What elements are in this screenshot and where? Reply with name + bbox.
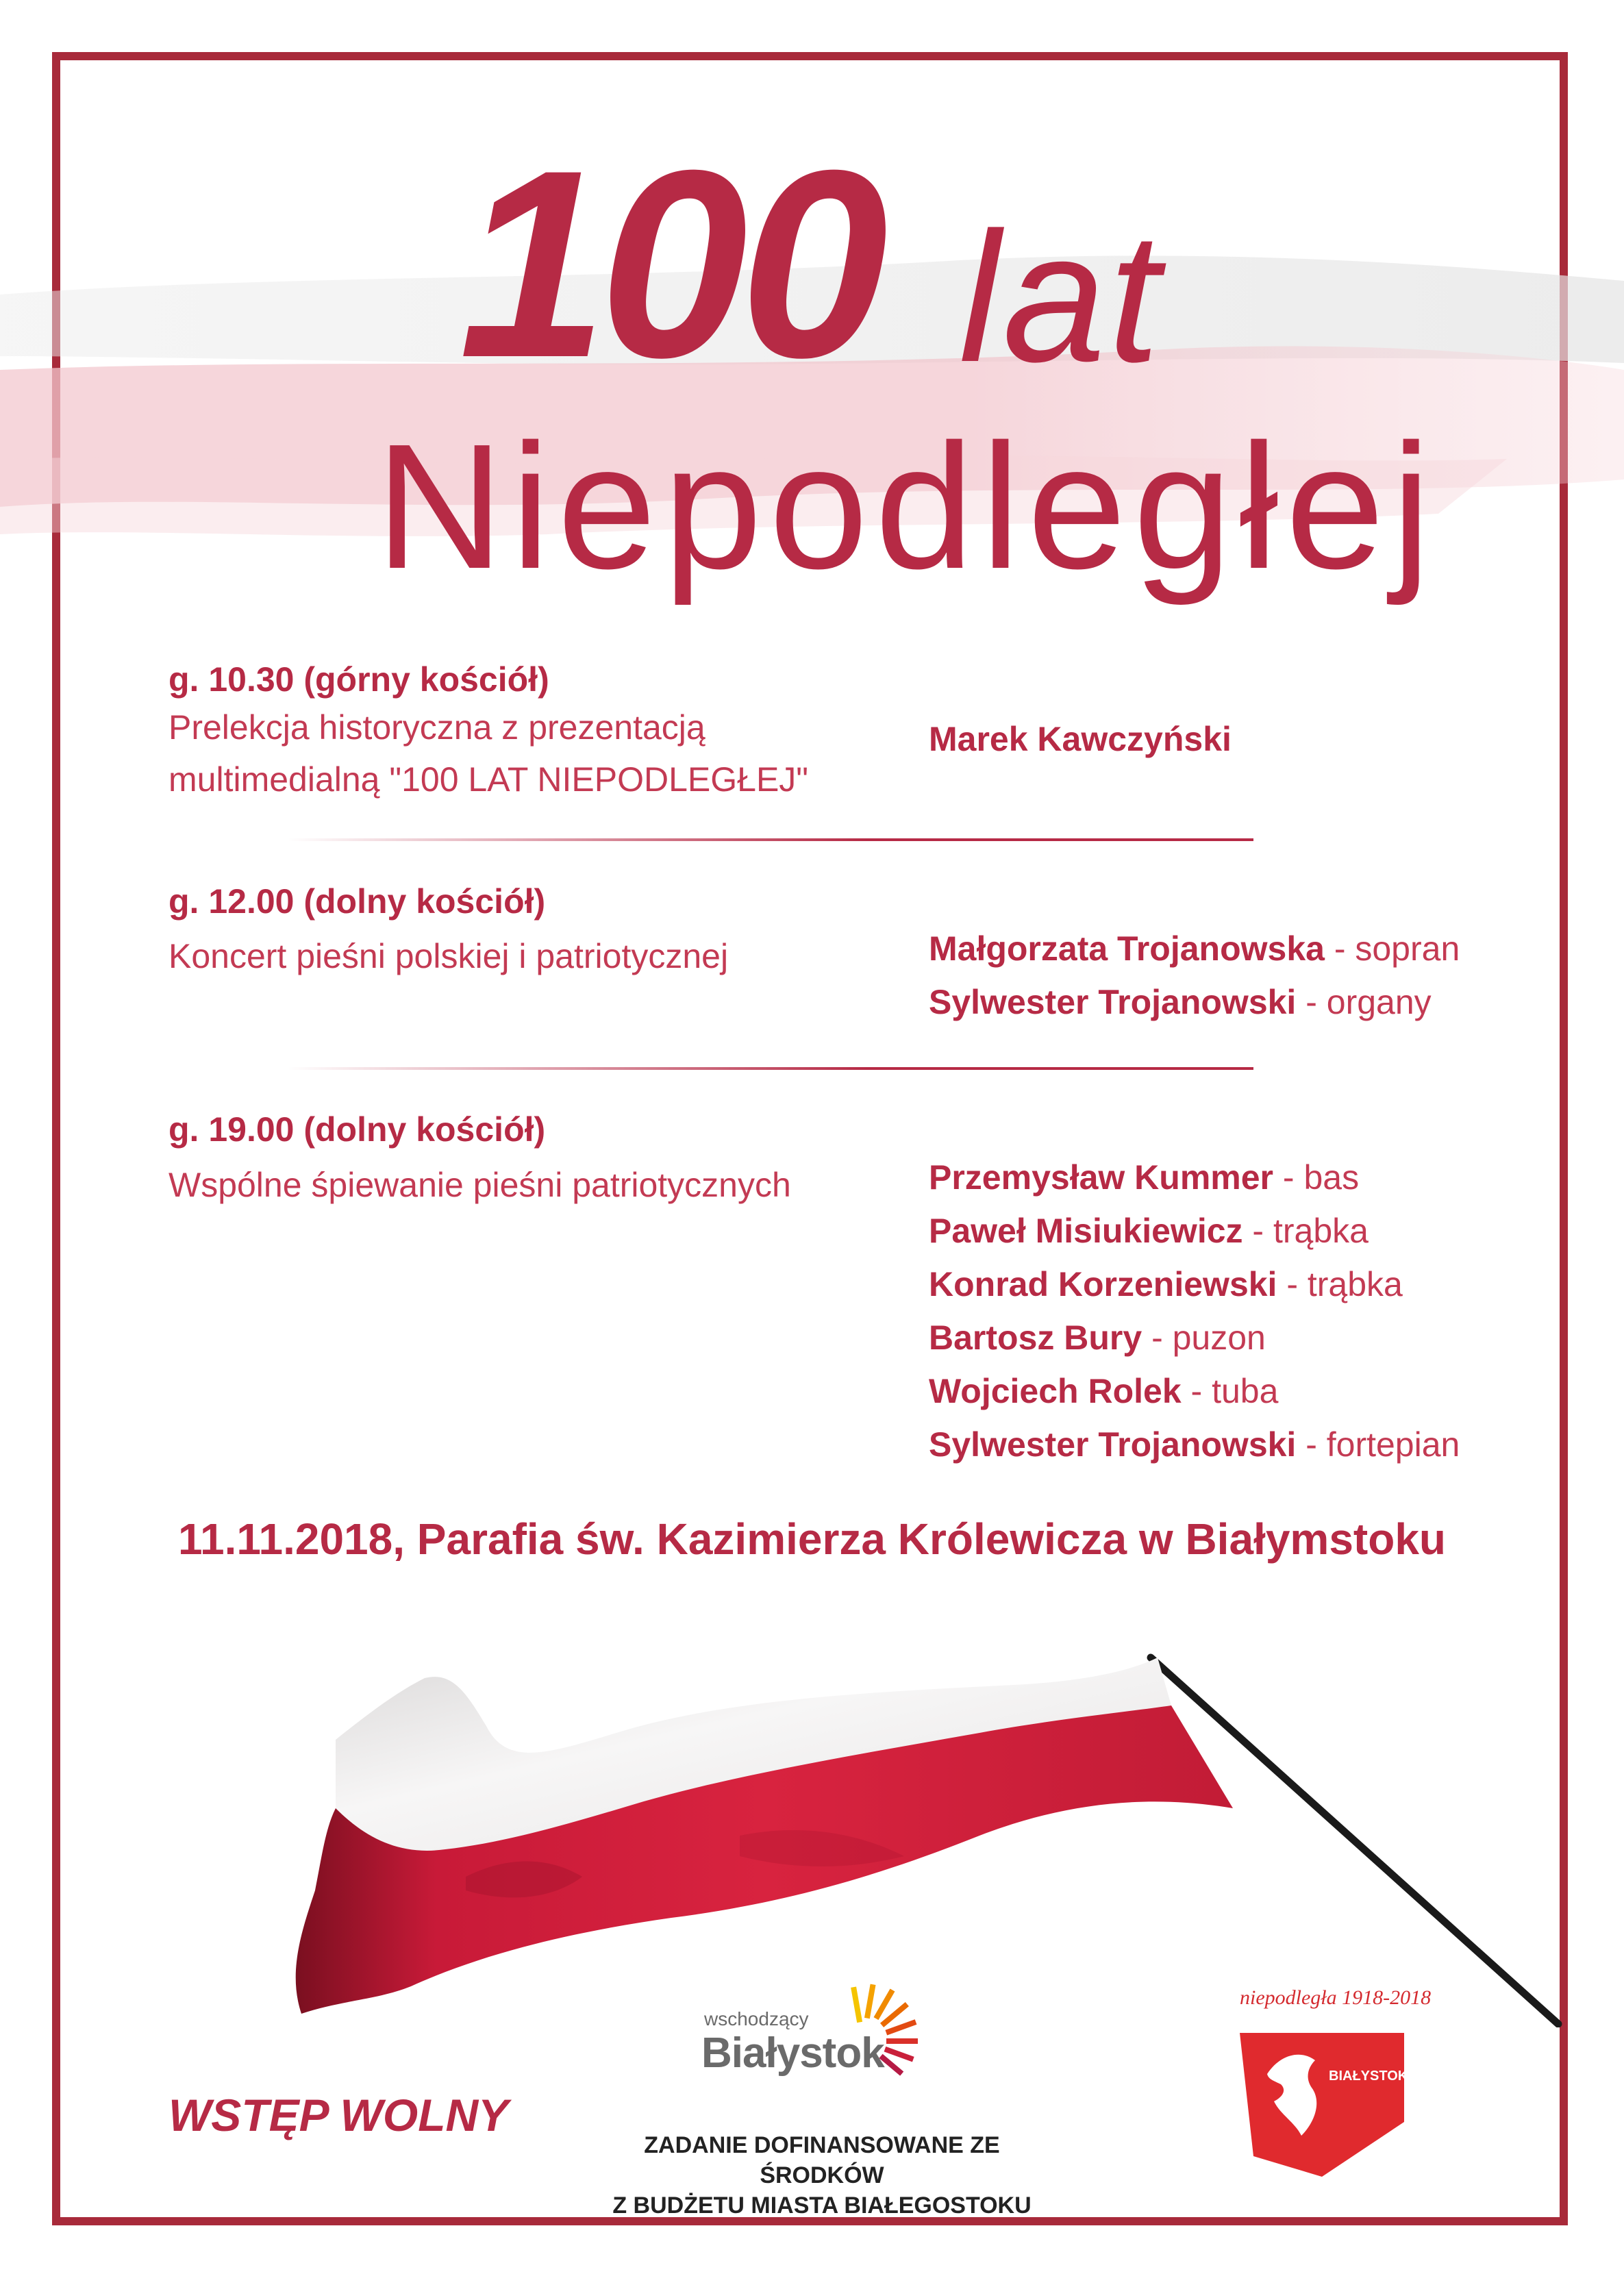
performer xyxy=(929,1151,1460,1204)
performer xyxy=(929,1311,1460,1364)
performer-name: Marek Kawczyński xyxy=(929,720,1232,758)
title-number: 100 xyxy=(459,114,880,413)
performer-name: Sylwester Trojanowski xyxy=(929,983,1297,1021)
event-3-time: g. 19.00 (dolny kościół) xyxy=(168,1110,546,1149)
performer xyxy=(929,922,1460,975)
description-line: Wspólne śpiewanie pieśni patriotycznych xyxy=(168,1166,791,1204)
performer xyxy=(929,1418,1460,1471)
performer-name: Wojciech Rolek xyxy=(929,1372,1182,1410)
funding-line: ZADANIE DOFINANSOWANE ZE ŚRODKÓW xyxy=(644,2132,1000,2188)
performer-name: Przemysław Kummer xyxy=(929,1158,1274,1197)
event-3-performers xyxy=(929,1151,1460,1471)
logo-big-text: Białystok xyxy=(701,2029,884,2077)
free-entry-label: WSTĘP WOLNY xyxy=(168,2090,509,2140)
performer-role: - sopran xyxy=(1324,929,1460,968)
event-2-description xyxy=(168,930,728,982)
performer-role: - tuba xyxy=(1181,1372,1279,1410)
event-2-time: g. 12.00 (dolny kościół) xyxy=(168,882,546,921)
funding-line: Z BUDŻETU MIASTA BIAŁEGOSTOKU xyxy=(612,2192,1032,2219)
divider xyxy=(288,1067,1253,1070)
performer-name: Małgorzata Trojanowska xyxy=(929,929,1325,968)
description-line: Prelekcja historyczna z prezentacją xyxy=(168,708,705,747)
logo-city: BIAŁYSTOK xyxy=(1329,2069,1408,2084)
performer-role: - puzon xyxy=(1142,1319,1266,1357)
title-subtitle: Niepodległej xyxy=(375,408,1438,606)
performer xyxy=(929,975,1460,1029)
venue-line: 11.11.2018, Parafia św. Kazimierza Królewicza w Białymstoku xyxy=(177,1514,1447,1564)
wschodzacy-bialystok-logo xyxy=(699,1973,945,2096)
logo-caption: niepodległa 1918-2018 xyxy=(1240,1986,1432,2009)
funding-note xyxy=(603,2130,1041,2221)
performer-role: - organy xyxy=(1296,983,1432,1021)
divider xyxy=(288,838,1253,841)
description-line: multimedialną "100 LAT NIEPODLEGŁEJ" xyxy=(168,760,809,799)
performer-role: - trąbka xyxy=(1277,1265,1403,1303)
performer xyxy=(929,712,1232,766)
event-1-time: g. 10.30 (górny kościół) xyxy=(168,660,549,699)
event-3-description xyxy=(168,1159,791,1211)
performer-role: - bas xyxy=(1273,1158,1360,1197)
performer xyxy=(929,1204,1460,1258)
performer xyxy=(929,1364,1460,1418)
performer xyxy=(929,1258,1460,1311)
performer-role: - fortepian xyxy=(1296,1425,1460,1464)
event-1-performers xyxy=(929,712,1232,766)
performer-name: Sylwester Trojanowski xyxy=(929,1425,1297,1464)
performer-name: Konrad Korzeniewski xyxy=(929,1265,1277,1303)
niepodlegla-bialystok-logo xyxy=(1219,1986,1438,2192)
logo-small-text: wschodzący xyxy=(704,2008,809,2029)
polish-flag-image xyxy=(260,1630,1589,2027)
sunburst-icon xyxy=(836,1973,938,2089)
performer-name: Bartosz Bury xyxy=(929,1319,1142,1357)
description-line: Koncert pieśni polskiej i patriotycznej xyxy=(168,937,729,975)
eagle-shield-icon xyxy=(1240,2019,1404,2177)
title-lat: lat xyxy=(959,195,1163,401)
performer-role: - trąbka xyxy=(1242,1212,1369,1250)
event-2-performers xyxy=(929,922,1460,1029)
performer-name: Paweł Misiukiewicz xyxy=(929,1212,1243,1250)
event-1-description xyxy=(168,701,808,805)
